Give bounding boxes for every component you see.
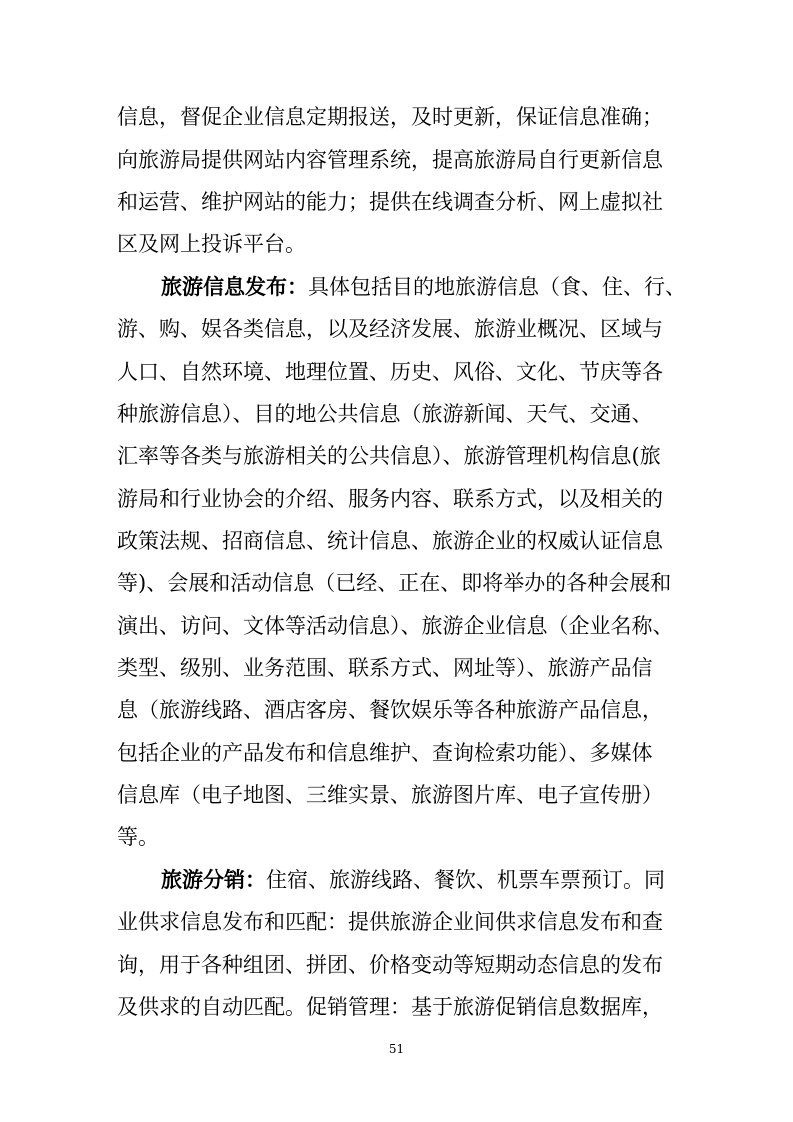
paragraph-line: 演出、访问、文体等活动信息）、旅游企业信息（企业名称、 xyxy=(117,614,674,638)
section-first-line-text: 具体包括目的地旅游信息（食、住、行、 xyxy=(308,275,686,299)
paragraph-line: 和运营、维护网站的能力；提供在线调查分析、网上虚拟社 xyxy=(117,190,663,214)
paragraph-line: 信息库（电子地图、三维实景、旅游图片库、电子宣传册） xyxy=(117,783,663,807)
paragraph-line: 类型、级别、业务范围、联系方式、网址等）、旅游产品信 xyxy=(117,656,653,680)
paragraph-line: 信息，督促企业信息定期报送，及时更新，保证信息准确； xyxy=(117,105,663,129)
section-heading-tourism-distribution: 旅游分销： xyxy=(161,867,266,892)
paragraph-line: 游、购、娱各类信息，以及经济发展、旅游业概况、区域与 xyxy=(117,317,663,341)
paragraph-line: 等。 xyxy=(117,825,159,849)
paragraph-line: 种旅游信息）、目的地公共信息（旅游新闻、天气、交通、 xyxy=(117,402,653,426)
paragraph-line: 及供求的自动匹配。促销管理：基于旅游促销信息数据库， xyxy=(117,995,663,1019)
paragraph-line: 汇率等各类与旅游相关的公共信息）、旅游管理机构信息(旅 xyxy=(117,444,661,468)
paragraph-line: 询，用于各种组团、拼团、价格变动等短期动态信息的发布 xyxy=(117,953,663,977)
section-first-line-text: 住宿、旅游线路、餐饮、机票车票预订。同 xyxy=(266,868,665,892)
paragraph-line: 息（旅游线路、酒店客房、餐饮娱乐等各种旅游产品信息， xyxy=(117,698,663,722)
paragraph-line: 区及网上投诉平台。 xyxy=(117,232,306,256)
page-number: 51 xyxy=(388,1042,405,1056)
section-heading-tourism-info: 旅游信息发布： xyxy=(161,274,308,299)
paragraph-line: 游局和行业协会的介绍、服务内容、联系方式，以及相关的 xyxy=(117,487,663,511)
paragraph-line: 包括企业的产品发布和信息维护、查询检索功能）、多媒体 xyxy=(117,741,653,765)
paragraph-line: 业供求信息发布和匹配：提供旅游企业间供求信息发布和查 xyxy=(117,910,663,934)
paragraph-line: 政策法规、招商信息、统计信息、旅游企业的权威认证信息 xyxy=(117,529,663,553)
paragraph-line: 向旅游局提供网站内容管理系统，提高旅游局自行更新信息 xyxy=(117,148,663,172)
section-first-line xyxy=(161,272,686,302)
section-first-line xyxy=(161,865,665,895)
paragraph-line: 人口、自然环境、地理位置、历史、风俗、文化、节庆等各 xyxy=(117,360,663,384)
paragraph-line: 等)、会展和活动信息（已经、正在、即将举办的各种会展和 xyxy=(117,571,672,595)
